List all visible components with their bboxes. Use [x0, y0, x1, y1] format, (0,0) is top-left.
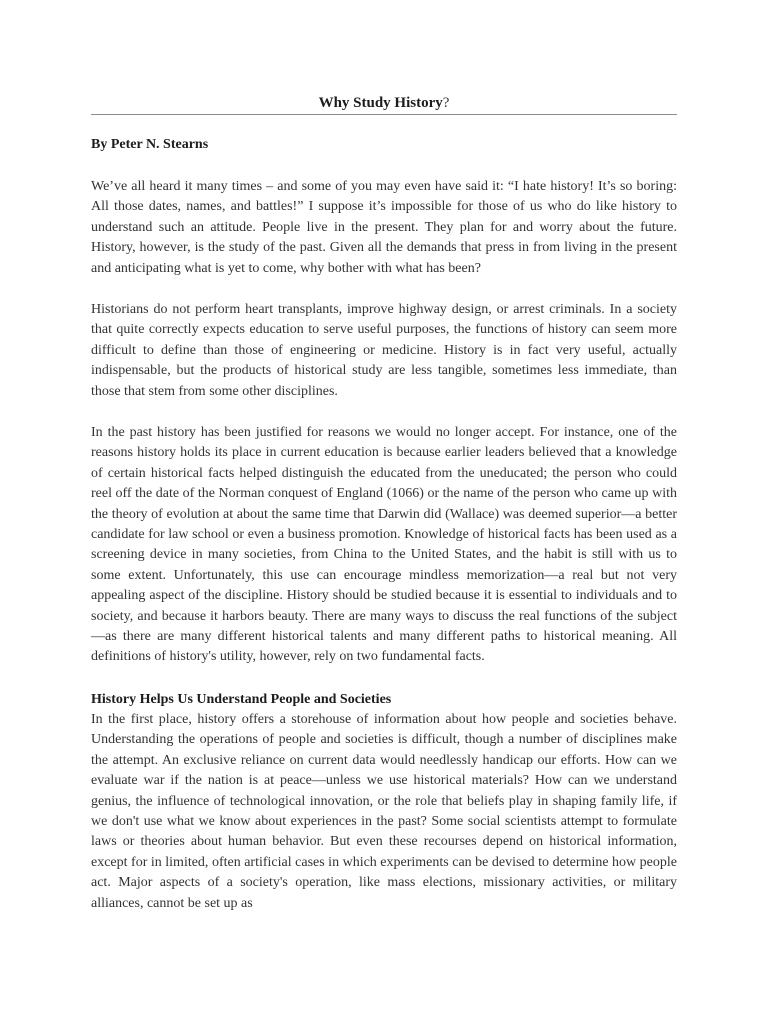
title-question-mark: ?: [442, 95, 450, 111]
title-text: Why Study History: [318, 95, 443, 111]
title-divider: [91, 114, 677, 115]
paragraph-usefulness: Historians do not perform heart transplants, improve highway design, or arrest criminals. In a society that quite correctly expects education to serve useful purposes, the functions of history can seem more difficult to define than those of engineering or medicine. History is in fact very useful, actually indispensable, but the products of historical study are less tangible, sometimes less immediate, than those that stem from some other disciplines.: [91, 302, 677, 399]
paragraph-intro: We’ve all heard it many times – and some of you may even have said it: “I hate history! It’s so boring: All those dates, names, and battles!” I suppose it’s impossible for those of us who do like history to understand such an attitude. People live in the present. They plan for and worry about the future. History, however, is the study of the past. Given all the demands that press in from living in the present and anticipating what is yet to come, why bother with what has been?: [91, 179, 677, 276]
section-heading: History Helps Us Understand People and Societies: [91, 692, 392, 707]
paragraph-section-body: In the first place, history offers a storehouse of information about how people and societies behave. Understanding the operations of people and societies is difficult, though a number of disciplines make the attempt. An exclusive reliance on current data would needlessly handicap our efforts. How can we evaluate war if the nation is at peace—unless we use historical materials? How can we understand genius, the influence of technological innovation, or the role that beliefs play in shaping family life, if we don't use what we know about experiences in the past? Some social scientists attempt to formulate laws or theories about human behavior. But even these recourses depend on historical information, except for in limited, often artificial cases in which experiments can be devised to determine how people act. Major aspects of a society's operation, like mass elections, missionary activities, or military alliances, cannot be set up as: [91, 712, 677, 911]
author-byline: By Peter N. Stearns: [91, 137, 209, 152]
page-title: [91, 94, 677, 112]
paragraph-past-justifications: In the past history has been justified for reasons we would no longer accept. For instance, one of the reasons history holds its place in current education is because earlier leaders believed that a knowledge of certain historical facts helped distinguish the educated from the uneducated; the person who could reel off the date of the Norman conquest of England (1066) or the name of the person who came up with the theory of evolution at about the same time that Darwin did (Wallace) was deemed superior—a better candidate for law school or even a business promotion. Knowledge of historical facts has been used as a screening device in many societies, from China to the United States, and the habit is still with us to some extent. Unfortunately, this use can encourage mindless memorization—a real but not very appealing aspect of the discipline. History should be studied because it is essential to individuals and to society, and because it harbors beauty. There are many ways to discuss the real functions of the subject—as there are many different historical talents and many different paths to historical meaning. All definitions of history's utility, however, rely on two fundamental facts.: [91, 425, 677, 665]
